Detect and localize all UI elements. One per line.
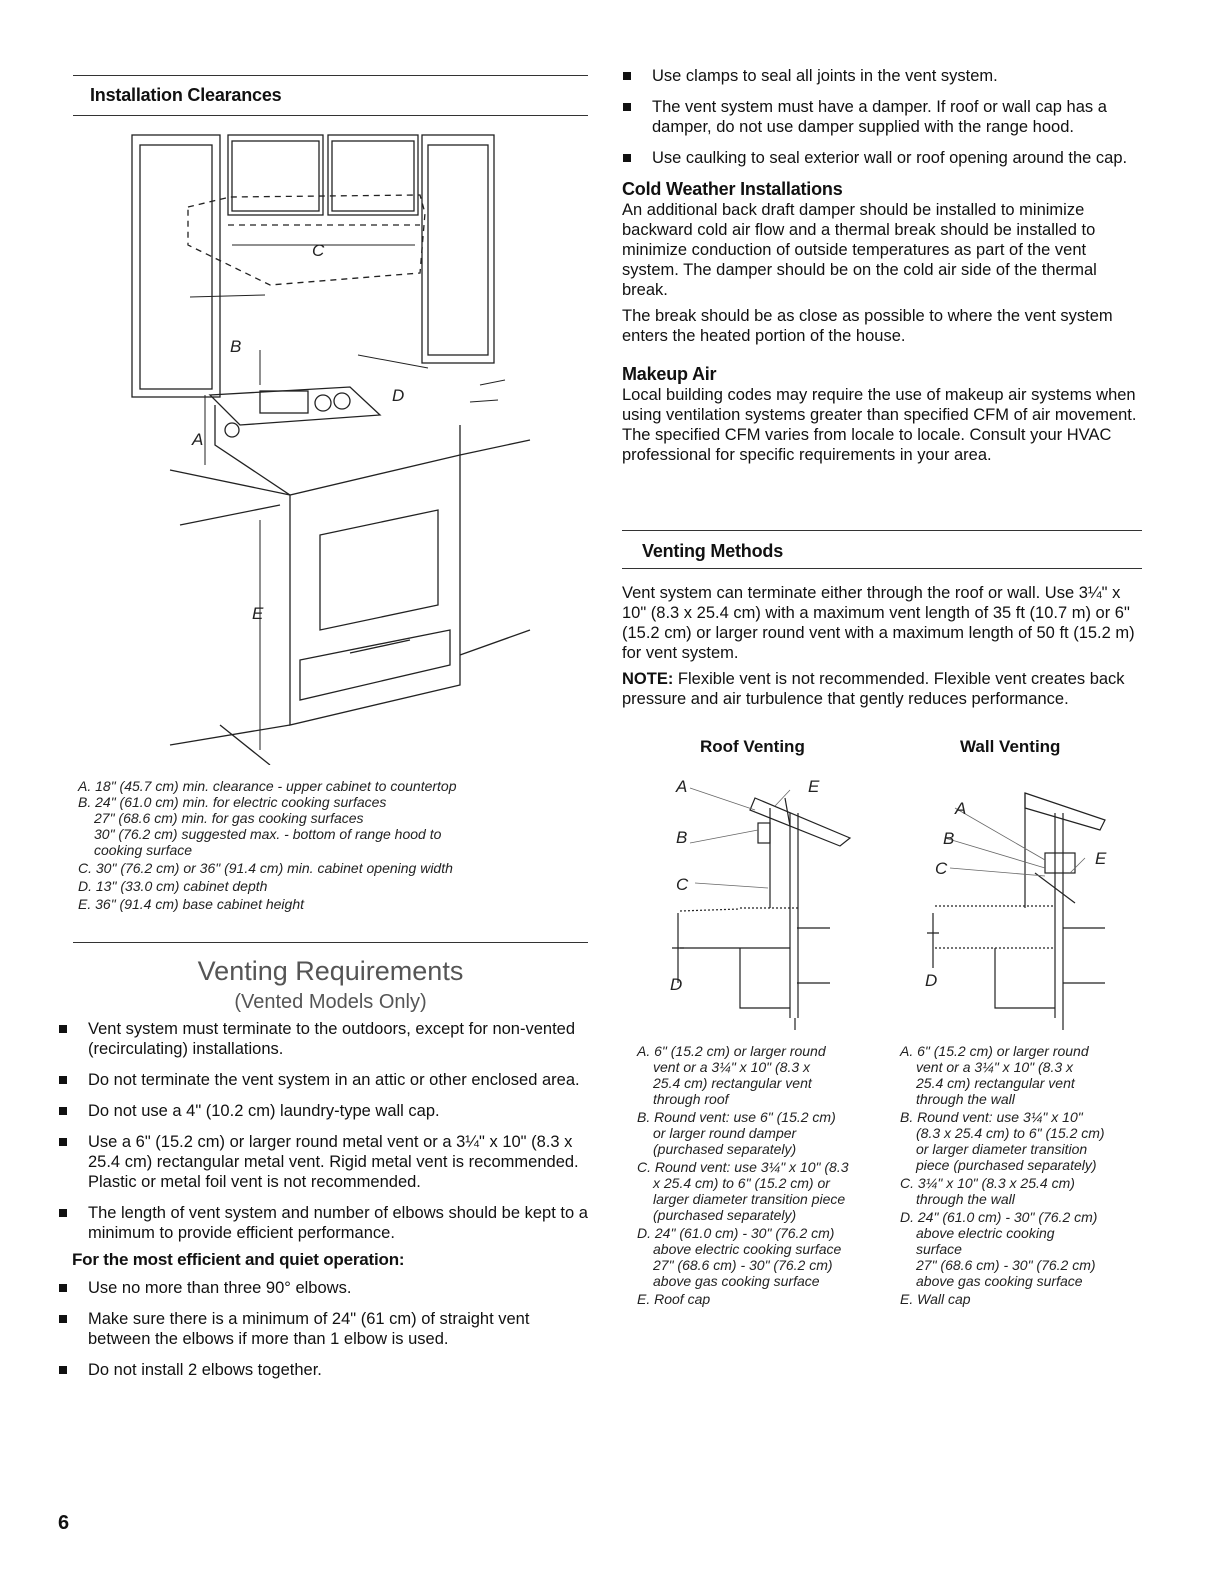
roof-caption-a-line2: vent or a 3¼" x 10" (8.3 x xyxy=(653,1059,811,1075)
venting-requirements-subtitle: (Vented Models Only) xyxy=(234,991,427,1013)
wall-label-c: C xyxy=(935,859,948,878)
efficient-heading: For the most efficient and quiet operation: xyxy=(72,1250,405,1269)
venting-requirements-list xyxy=(58,1019,588,1243)
caption-e: E. 36" (91.4 cm) base cabinet height xyxy=(78,896,304,912)
list-item: Use no more than three 90° elbows. xyxy=(58,1278,588,1298)
list-item: The vent system must have a damper. If roof or wall cap has a damper, do not use damper supplied with the range hood. xyxy=(622,97,1142,137)
caption-d: D. 13" (33.0 cm) cabinet depth xyxy=(78,878,268,894)
wall-label-b: B xyxy=(943,829,955,848)
section-rule-bottom xyxy=(73,115,588,116)
roof-label-a: A xyxy=(676,777,688,796)
list-item: Do not install 2 elbows together. xyxy=(58,1360,588,1380)
wall-caption-e: E. Wall cap xyxy=(900,1291,971,1307)
wall-label-d: D xyxy=(925,971,938,990)
roof-caption-d-line4: above gas cooking surface xyxy=(653,1273,820,1289)
note-label: NOTE: xyxy=(622,670,674,688)
roof-caption-a: A. 6" (15.2 cm) or larger round xyxy=(637,1043,826,1059)
wall-caption-a-line4: through the wall xyxy=(916,1091,1015,1107)
venting-methods-note xyxy=(622,669,1142,709)
roof-caption-d: D. 24" (61.0 cm) - 30" (76.2 cm) xyxy=(637,1225,835,1241)
roof-venting-captions xyxy=(637,1043,887,1307)
roof-caption-c-line2: x 25.4 cm) to 6" (15.2 cm) or xyxy=(653,1175,830,1191)
note-text: Flexible vent is not recommended. Flexible vent creates back pressure and air turbulence that gently reduces performance. xyxy=(622,670,1125,708)
venting-methods-rule-top xyxy=(622,530,1142,531)
roof-caption-e: E. Roof cap xyxy=(637,1291,711,1307)
wall-caption-a: A. 6" (15.2 cm) or larger round xyxy=(900,1043,1089,1059)
roof-caption-c: C. Round vent: use 3¼" x 10" (8.3 xyxy=(637,1159,849,1175)
wall-caption-b-line4: piece (purchased separately) xyxy=(916,1157,1097,1173)
roof-label-e: E xyxy=(808,777,820,796)
wall-caption-d: D. 24" (61.0 cm) - 30" (76.2 cm) xyxy=(900,1209,1098,1225)
diagram-label-e: E xyxy=(252,604,264,623)
caption-c: C. 30" (76.2 cm) or 36" (91.4 cm) min. cabinet opening width xyxy=(78,860,453,876)
venting-methods-rule-bottom xyxy=(622,568,1142,569)
caption-a: A. 18" (45.7 cm) min. clearance - upper cabinet to countertop xyxy=(78,778,457,794)
cold-weather-p2: The break should be as close as possible to where the vent system enters the heated portion of the house. xyxy=(622,307,1113,345)
roof-caption-c-line4: (purchased separately) xyxy=(653,1207,797,1223)
wall-caption-b-line3: or larger diameter transition xyxy=(916,1141,1088,1157)
installation-clearances-diagram xyxy=(120,125,550,765)
list-item: Do not terminate the vent system in an attic or other enclosed area. xyxy=(58,1070,588,1090)
list-item: Use clamps to seal all joints in the vent system. xyxy=(622,66,1142,86)
wall-caption-a-line3: 25.4 cm) rectangular vent xyxy=(916,1075,1075,1091)
diagram-label-b: B xyxy=(230,337,242,356)
roof-caption-d-line3: 27" (68.6 cm) - 30" (76.2 cm) xyxy=(653,1257,833,1273)
efficient-list xyxy=(58,1278,588,1380)
roof-caption-b-line2: or larger round damper xyxy=(653,1125,797,1141)
list-item: Make sure there is a minimum of 24" (61 cm) of straight vent between the elbows if more than 1 elbow is used. xyxy=(58,1309,588,1349)
roof-venting-diagram xyxy=(640,768,860,1033)
roof-label-d: D xyxy=(670,975,683,994)
caption-b-line2: 27" (68.6 cm) min. for gas cooking surfaces xyxy=(94,810,364,826)
installation-clearances-title: Installation Clearances xyxy=(90,85,282,105)
wall-caption-c-line2: through the wall xyxy=(916,1191,1015,1207)
wall-caption-d-line2: above electric cooking xyxy=(916,1225,1055,1241)
wall-venting-title: Wall Venting xyxy=(960,737,1061,756)
wall-caption-b-line2: (8.3 x 25.4 cm) to 6" (15.2 cm) xyxy=(916,1125,1105,1141)
wall-caption-b: B. Round vent: use 3¼" x 10" xyxy=(900,1109,1083,1125)
wall-caption-c: C. 3¼" x 10" (8.3 x 25.4 cm) xyxy=(900,1175,1075,1191)
wall-caption-d-line3: surface xyxy=(916,1241,962,1257)
roof-caption-d-line2: above electric cooking surface xyxy=(653,1241,842,1257)
right-column xyxy=(622,66,1142,471)
vent-joint-list xyxy=(622,66,1142,168)
roof-caption-a-line4: through roof xyxy=(653,1091,729,1107)
cold-weather-p1: An additional back draft damper should be installed to minimize backward cold air flow and a thermal break should be installed to minimize conduction of outside temperatures as part of the vent system. The damper should be on the cold air side of the thermal break. xyxy=(622,201,1097,299)
list-item: Use a 6" (15.2 cm) or larger round metal vent or a 3¼" x 10" (8.3 x 25.4 cm) rectangular metal vent. Rigid metal vent is recommended. Plastic or metal foil vent is not recommended. xyxy=(58,1132,588,1192)
list-item: Use caulking to seal exterior wall or roof opening around the cap. xyxy=(622,148,1142,168)
wall-label-a: A xyxy=(955,799,967,818)
roof-caption-b: B. Round vent: use 6" (15.2 cm) xyxy=(637,1109,836,1125)
roof-label-c: C xyxy=(676,875,689,894)
cold-weather-title: Cold Weather Installations xyxy=(622,179,843,199)
page-number: 6 xyxy=(58,1512,70,1534)
wall-caption-d-line5: above gas cooking surface xyxy=(916,1273,1083,1289)
roof-caption-b-line3: (purchased separately) xyxy=(653,1141,797,1157)
section-rule-top xyxy=(73,75,588,76)
wall-venting-diagram xyxy=(905,768,1135,1033)
list-item: The length of vent system and number of elbows should be kept to a minimum to provide efficient performance. xyxy=(58,1203,588,1243)
venting-req-rule xyxy=(73,942,588,943)
venting-requirements-content xyxy=(58,1019,588,1391)
caption-b-line3: 30" (76.2 cm) suggested max. - bottom of range hood to xyxy=(94,826,442,842)
list-item: Do not use a 4" (10.2 cm) laundry-type wall cap. xyxy=(58,1101,588,1121)
list-item: Vent system must terminate to the outdoors, except for non-vented (recirculating) installations. xyxy=(58,1019,588,1059)
makeup-air-title: Makeup Air xyxy=(622,364,717,384)
roof-venting-title: Roof Venting xyxy=(700,737,805,756)
venting-requirements-title: Venting Requirements xyxy=(197,956,464,986)
diagram-label-d: D xyxy=(392,386,405,405)
roof-caption-a-line3: 25.4 cm) rectangular vent xyxy=(653,1075,812,1091)
wall-caption-a-line2: vent or a 3¼" x 10" (8.3 x xyxy=(916,1059,1074,1075)
caption-b: B. 24" (61.0 cm) min. for electric cooking surfaces xyxy=(78,794,387,810)
diagram-label-a: A xyxy=(192,430,204,449)
diagram-label-c: C xyxy=(312,241,325,260)
roof-label-b: B xyxy=(676,828,688,847)
venting-methods-title: Venting Methods xyxy=(642,541,784,561)
installation-captions xyxy=(78,778,578,912)
venting-methods-p1: Vent system can terminate either through the roof or wall. Use 3¼" x 10" (8.3 x 25.4 cm) with a maximum vent length of 35 ft (10.7 m) or 6" (15.2 cm) or larger round vent with a maximum length of 50 ft (15.2 m) for vent system. xyxy=(622,584,1135,662)
wall-venting-captions xyxy=(900,1043,1145,1307)
makeup-air-p1: Local building codes may require the use of makeup air systems when using ventilation systems greater than specified CFM of air movement. The specified CFM varies from locale to locale. Consult your HVAC professional for specific requirements in your area. xyxy=(622,386,1137,464)
caption-b-line4: cooking surface xyxy=(94,842,193,858)
wall-caption-d-line4: 27" (68.6 cm) - 30" (76.2 cm) xyxy=(916,1257,1096,1273)
roof-caption-c-line3: larger diameter transition piece xyxy=(653,1191,846,1207)
venting-methods-content xyxy=(622,583,1142,715)
wall-label-e: E xyxy=(1095,849,1107,868)
